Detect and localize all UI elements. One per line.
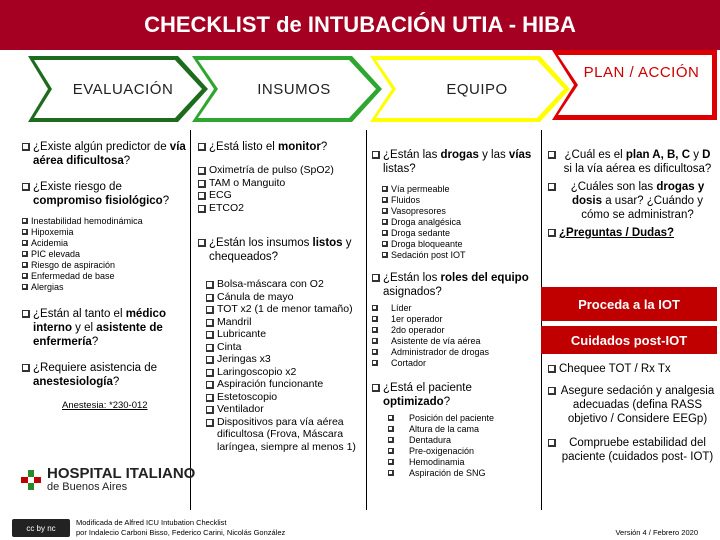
insumos-column	[198, 140, 363, 453]
checkbox-icon[interactable]	[22, 240, 28, 246]
checkbox-icon[interactable]	[372, 274, 380, 282]
checkbox-icon[interactable]	[206, 394, 214, 402]
checkbox-icon[interactable]	[206, 344, 214, 352]
post-iot-column	[548, 362, 716, 468]
list-item[interactable]: TAM o Manguito	[198, 177, 363, 190]
checkbox-icon[interactable]	[382, 186, 388, 192]
list-item[interactable]: Vasopresores	[382, 206, 538, 217]
evaluacion-question-via-aerea[interactable]: ¿Existe algún predictor de vía aérea dificultosa?	[22, 140, 187, 168]
header-evaluacion-label: EVALUACIÓN	[72, 80, 174, 98]
checkbox-icon[interactable]	[382, 197, 388, 203]
checkbox-icon[interactable]	[388, 426, 394, 432]
list-item[interactable]: Cánula de mayo	[206, 291, 363, 304]
hospital-logo	[20, 466, 195, 493]
checkbox-icon[interactable]	[198, 180, 206, 188]
list-item[interactable]: Riesgo de aspiración	[22, 260, 187, 271]
checkbox-icon[interactable]	[382, 241, 388, 247]
checkbox-icon[interactable]	[206, 381, 214, 389]
list-item[interactable]: Acidemia	[22, 238, 187, 249]
evaluacion-question-medico[interactable]: ¿Están al tanto el médico interno y el asistente de enfermería?	[22, 307, 187, 349]
checkbox-icon[interactable]	[206, 406, 214, 414]
checkbox-icon[interactable]	[372, 327, 378, 333]
monitor-list	[198, 164, 363, 214]
list-item[interactable]: Hemodinamia	[388, 457, 538, 468]
footer-credits	[76, 518, 285, 538]
checkbox-icon[interactable]	[382, 208, 388, 214]
insumos-question-monitor[interactable]: ¿Está listo el monitor?	[198, 140, 363, 154]
hospital-name: HOSPITAL ITALIANO	[47, 465, 196, 482]
hospital-city: de Buenos Aires	[47, 481, 128, 493]
header-equipo	[370, 56, 570, 122]
checkbox-icon[interactable]	[382, 219, 388, 225]
cc-license-icon	[12, 519, 70, 537]
checkbox-icon[interactable]	[372, 338, 378, 344]
checkbox-icon[interactable]	[22, 218, 28, 224]
list-item[interactable]: Aspiración de SNG	[388, 468, 538, 479]
insumos-list	[198, 278, 363, 453]
list-item[interactable]: Ventilador	[206, 403, 363, 416]
checkbox-icon[interactable]	[22, 143, 30, 151]
list-item[interactable]: 1er operador	[372, 314, 538, 325]
list-item[interactable]: Bolsa-máscara con O2	[206, 278, 363, 291]
drogas-list	[372, 184, 538, 261]
checkbox-icon[interactable]	[206, 281, 214, 289]
checkbox-icon[interactable]	[548, 365, 556, 373]
column-divider	[190, 130, 191, 510]
checkbox-icon[interactable]	[388, 459, 394, 465]
checkbox-icon[interactable]	[206, 369, 214, 377]
checkbox-icon[interactable]	[388, 470, 394, 476]
evaluacion-question-fisiologico[interactable]: ¿Existe riesgo de compromiso fisiológico?	[22, 180, 187, 208]
equipo-question-paciente[interactable]: ¿Está el paciente optimizado?	[372, 381, 538, 409]
checkbox-icon[interactable]	[372, 349, 378, 355]
cuidados-post-iot-banner: Cuidados post-IOT	[541, 326, 717, 354]
list-item[interactable]: Dentadura	[388, 435, 538, 446]
checkbox-icon[interactable]	[548, 387, 556, 395]
insumos-question-listos[interactable]: ¿Están los insumos listos y chequeados?	[198, 236, 363, 264]
proceda-iot-banner: Proceda a la IOT	[541, 287, 717, 321]
list-item[interactable]: Hipoxemia	[22, 227, 187, 238]
post-iot-chequee[interactable]: Chequee TOT / Rx Tx	[548, 362, 716, 376]
title-bar	[0, 0, 720, 50]
header-insumos-label: INSUMOS	[257, 80, 331, 98]
list-item[interactable]: TOT x2 (1 de menor tamaño)	[206, 303, 363, 316]
checkbox-icon[interactable]	[206, 356, 214, 364]
list-item[interactable]: Fluidos	[382, 195, 538, 206]
anestesia-phone: Anestesia: *230-012	[62, 400, 148, 411]
checkbox-icon[interactable]	[22, 262, 28, 268]
checkbox-icon[interactable]	[372, 360, 378, 366]
post-iot-asegure[interactable]: Asegure sedación y analgesia adecuadas (defina RASS objetivo / Considere EEGp)	[548, 384, 716, 426]
list-item[interactable]: Sedación post IOT	[382, 250, 538, 261]
checkbox-icon[interactable]	[22, 229, 28, 235]
equipo-question-roles[interactable]: ¿Están los roles del equipo asignados?	[372, 271, 538, 299]
checkbox-icon[interactable]	[388, 437, 394, 443]
list-item[interactable]: Laringoscopio x2	[206, 366, 363, 379]
plan-question-dudas[interactable]: ¿Preguntas / Dudas?	[548, 226, 716, 240]
list-item[interactable]: Alergias	[22, 282, 187, 293]
list-item[interactable]: Vía permeable	[382, 184, 538, 195]
header-insumos	[192, 56, 382, 122]
list-item[interactable]: Administrador de drogas	[372, 347, 538, 358]
header-plan-label: PLAN / ACCIÓN	[583, 64, 700, 81]
checkbox-icon[interactable]	[198, 192, 206, 200]
checkbox-icon[interactable]	[198, 239, 206, 247]
checkbox-icon[interactable]	[22, 273, 28, 279]
header-plan	[552, 50, 717, 120]
footer-version: Versión 4 / Febrero 2020	[615, 528, 698, 537]
checkbox-icon[interactable]	[206, 331, 214, 339]
paciente-list	[372, 413, 538, 479]
checkbox-icon[interactable]	[198, 167, 206, 175]
column-divider	[366, 130, 367, 510]
checkbox-icon[interactable]	[548, 229, 556, 237]
checkbox-icon[interactable]	[22, 310, 30, 318]
checkbox-icon[interactable]	[548, 151, 556, 159]
footer-line1: Modificada de Alfred ICU Intubation Checklist	[76, 518, 227, 527]
list-item[interactable]: Cortador	[372, 358, 538, 369]
license-label: cc by nc	[26, 523, 56, 533]
evaluacion-question-anestesia[interactable]: ¿Requiere asistencia de anestesiología?	[22, 361, 187, 389]
list-item[interactable]: Inestabilidad hemodinámica	[22, 216, 187, 227]
header-equipo-label: EQUIPO	[446, 80, 508, 98]
list-item[interactable]: Altura de la cama	[388, 424, 538, 435]
list-item[interactable]: 2do operador	[372, 325, 538, 336]
plan-question-drogas[interactable]: ¿Cuáles son las drogas y dosis a usar? ¿Cuándo y cómo se administran?	[548, 180, 716, 222]
list-item[interactable]: Enfermedad de base	[22, 271, 187, 282]
list-item[interactable]: Posición del paciente	[388, 413, 538, 424]
footer-line2: por Indalecio Carboni Bisso, Federico Carini, Nicolás González	[76, 528, 286, 537]
checkbox-icon[interactable]	[198, 143, 206, 151]
header-evaluacion	[28, 56, 208, 122]
list-item[interactable]: Jeringas x3	[206, 353, 363, 366]
list-item[interactable]: Aspiración funcionante	[206, 378, 363, 391]
checkbox-icon[interactable]	[548, 183, 556, 191]
list-item[interactable]: Dispositivos para vía aérea dificultosa (Frova, Máscara laríngea, siempre al menos 1)	[206, 416, 363, 454]
list-item[interactable]: PIC elevada	[22, 249, 187, 260]
plan-question-abcd[interactable]: ¿Cuál es el plan A, B, C y D si la vía aérea es dificultosa?	[548, 148, 716, 176]
checkbox-icon[interactable]	[198, 205, 206, 213]
checkbox-icon[interactable]	[206, 319, 214, 327]
list-item[interactable]: Droga sedante	[382, 228, 538, 239]
equipo-question-drogas[interactable]: ¿Están las drogas y las vías listas?	[372, 148, 538, 176]
checkbox-icon[interactable]	[372, 151, 380, 159]
evaluacion-column	[22, 140, 187, 413]
list-item[interactable]: Líder	[372, 303, 538, 314]
list-item[interactable]: Oximetría de pulso (SpO2)	[198, 164, 363, 177]
checkbox-icon[interactable]	[548, 439, 556, 447]
list-item[interactable]: ECG	[198, 189, 363, 202]
checkbox-icon[interactable]	[372, 384, 380, 392]
list-item[interactable]: Mandril	[206, 316, 363, 329]
list-item[interactable]: Lubricante	[206, 328, 363, 341]
checkbox-icon[interactable]	[206, 419, 214, 427]
post-iot-compruebe[interactable]: Compruebe estabilidad del paciente (cuidados post- IOT)	[548, 436, 716, 464]
equipo-column	[372, 140, 538, 479]
list-item[interactable]: Pre-oxigenación	[388, 446, 538, 457]
plan-column	[548, 140, 716, 244]
checkbox-icon[interactable]	[382, 230, 388, 236]
checkbox-icon[interactable]	[372, 316, 378, 322]
checkbox-icon[interactable]	[206, 294, 214, 302]
hospital-cross-icon	[20, 469, 42, 491]
checkbox-icon[interactable]	[22, 364, 30, 372]
checkbox-icon[interactable]	[22, 284, 28, 290]
checkbox-icon[interactable]	[372, 305, 378, 311]
checkbox-icon[interactable]	[382, 252, 388, 258]
risk-list	[22, 216, 187, 293]
checkbox-icon[interactable]	[22, 251, 28, 257]
page-title: CHECKLIST de INTUBACIÓN UTIA - HIBA	[144, 12, 576, 37]
roles-list	[372, 303, 538, 369]
list-item[interactable]: Cinta	[206, 341, 363, 354]
list-item[interactable]: Droga analgésica	[382, 217, 538, 228]
checkbox-icon[interactable]	[22, 183, 30, 191]
list-item[interactable]: Asistente de vía aérea	[372, 336, 538, 347]
list-item[interactable]: Estetoscopio	[206, 391, 363, 404]
list-item[interactable]: ETCO2	[198, 202, 363, 215]
checkbox-icon[interactable]	[388, 415, 394, 421]
checkbox-icon[interactable]	[206, 306, 214, 314]
list-item[interactable]: Droga bloqueante	[382, 239, 538, 250]
checkbox-icon[interactable]	[388, 448, 394, 454]
